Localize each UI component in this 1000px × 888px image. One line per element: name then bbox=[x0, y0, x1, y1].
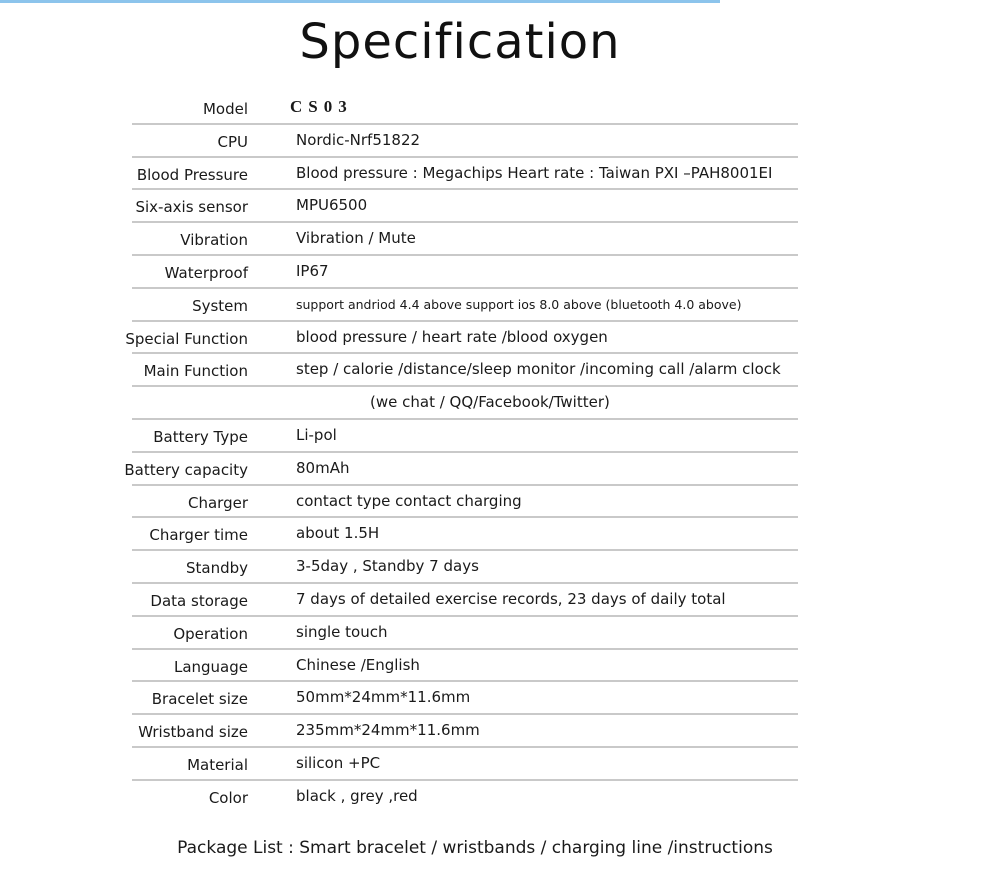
spec-label: Material bbox=[187, 755, 248, 774]
page-title: Specification bbox=[299, 14, 621, 70]
spec-row-special-function bbox=[0, 322, 1000, 355]
spec-label: Blood Pressure bbox=[136, 165, 248, 184]
spec-label: Six-axis sensor bbox=[135, 198, 248, 217]
spec-label: Vibration bbox=[180, 231, 248, 250]
spec-label: CPU bbox=[217, 132, 248, 151]
spec-value: support andriod 4.4 above support ios 8.0 above (bluetooth 4.0 above) bbox=[296, 296, 742, 312]
spec-row-model bbox=[0, 92, 1000, 125]
spec-row-operation bbox=[0, 617, 1000, 650]
spec-value: Li-pol bbox=[296, 425, 337, 444]
spec-label: Bracelet size bbox=[151, 690, 248, 709]
spec-label: Charger bbox=[188, 493, 248, 512]
spec-value: black , grey ,red bbox=[296, 786, 418, 805]
spec-row-cpu bbox=[0, 125, 1000, 158]
spec-row-six-axis-sensor bbox=[0, 190, 1000, 223]
spec-row-data-storage bbox=[0, 584, 1000, 617]
spec-label: Data storage bbox=[150, 591, 248, 610]
spec-label: Model bbox=[202, 100, 248, 118]
spec-row-standby bbox=[0, 551, 1000, 584]
spec-label: Language bbox=[173, 657, 248, 676]
spec-label: Special Function bbox=[125, 329, 248, 348]
spec-row-wristband-size bbox=[0, 715, 1000, 748]
spec-row-vibration bbox=[0, 223, 1000, 256]
spec-row-system bbox=[0, 289, 1000, 322]
spec-row-bracelet-size bbox=[0, 682, 1000, 715]
spec-value: IP67 bbox=[296, 261, 329, 280]
spec-value: 50mm*24mm*11.6mm bbox=[296, 688, 471, 707]
spec-row-material bbox=[0, 748, 1000, 781]
top-accent-bar bbox=[0, 0, 720, 3]
spec-label: Wristband size bbox=[138, 723, 248, 742]
spec-value: Blood pressure : Megachips Heart rate : Taiwan PXI –PAH8001EI bbox=[296, 163, 773, 182]
spec-value: (we chat / QQ/Facebook/Twitter) bbox=[370, 393, 610, 412]
spec-value: blood pressure / heart rate /blood oxygen bbox=[296, 327, 608, 346]
spec-value: 80mAh bbox=[296, 458, 350, 477]
spec-value: step / calorie /distance/sleep monitor /incoming call /alarm clock bbox=[296, 360, 781, 379]
spec-value: 7 days of detailed exercise records, 23 days of daily total bbox=[296, 589, 726, 608]
spec-value: silicon +PC bbox=[296, 753, 381, 772]
spec-row-battery-type bbox=[0, 420, 1000, 453]
spec-table bbox=[0, 92, 1000, 814]
spec-row-main-function-continued bbox=[0, 387, 1000, 420]
spec-value: Nordic-Nrf51822 bbox=[296, 130, 421, 149]
spec-label: Waterproof bbox=[164, 263, 248, 282]
spec-value: contact type contact charging bbox=[296, 491, 522, 510]
spec-row-language bbox=[0, 650, 1000, 683]
spec-row-charger bbox=[0, 486, 1000, 519]
spec-value: Vibration / Mute bbox=[296, 229, 416, 248]
spec-value: about 1.5H bbox=[296, 524, 380, 543]
spec-label: Operation bbox=[173, 624, 248, 643]
package-list: Package List : Smart bracelet / wristbands / charging line /instructions bbox=[177, 838, 773, 858]
spec-label: Color bbox=[208, 788, 248, 807]
spec-row-battery-capacity bbox=[0, 453, 1000, 486]
spec-value: 235mm*24mm*11.6mm bbox=[296, 721, 480, 740]
spec-value: 3-5day , Standby 7 days bbox=[296, 557, 479, 576]
spec-row-waterproof bbox=[0, 256, 1000, 289]
spec-row-charger-time bbox=[0, 518, 1000, 551]
spec-label: Battery Type bbox=[153, 427, 248, 446]
spec-value: CS03 bbox=[290, 97, 353, 116]
spec-label: Charger time bbox=[149, 526, 248, 545]
spec-label: Main Function bbox=[143, 362, 248, 381]
spec-row-blood-pressure bbox=[0, 158, 1000, 191]
spec-label: Battery capacity bbox=[124, 460, 248, 479]
spec-label: System bbox=[192, 296, 248, 315]
spec-row-main-function bbox=[0, 354, 1000, 387]
spec-value: Chinese /English bbox=[296, 655, 420, 674]
spec-value: MPU6500 bbox=[296, 196, 368, 215]
spec-row-color bbox=[0, 781, 1000, 814]
spec-label: Standby bbox=[185, 559, 248, 578]
spec-value: single touch bbox=[296, 622, 388, 641]
